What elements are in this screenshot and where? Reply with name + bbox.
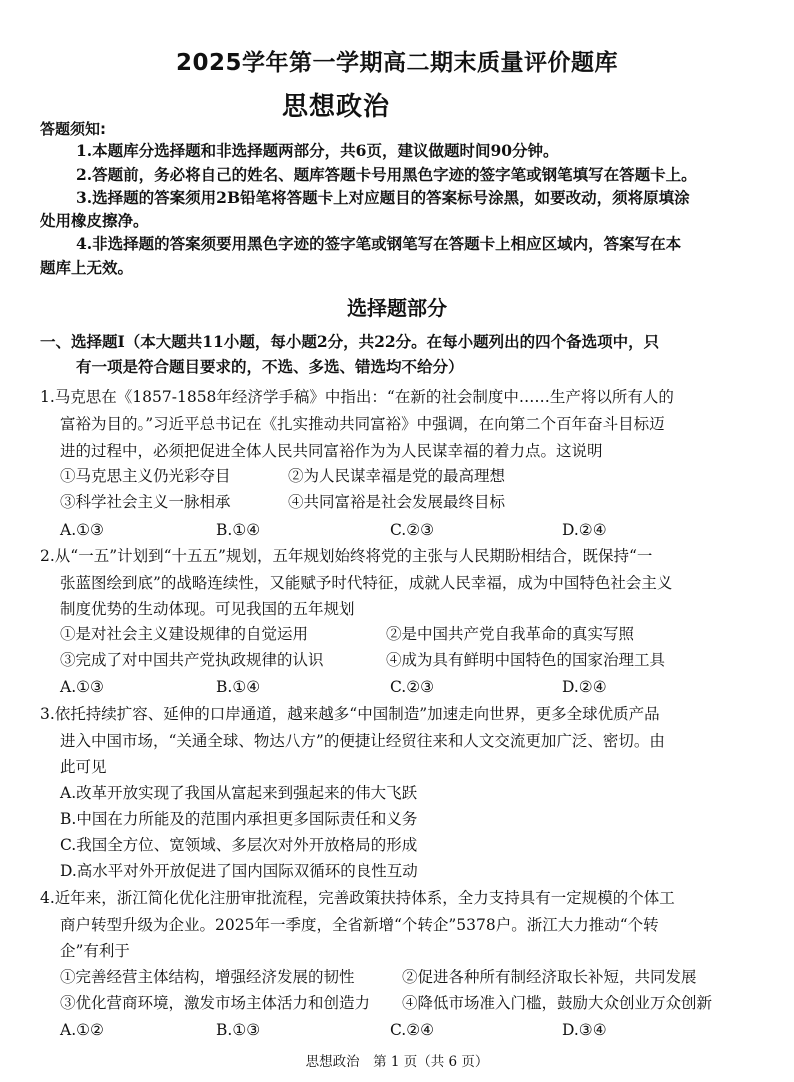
q2-statement-4: ④成为具有鲜明中国特色的国家治理工具 bbox=[386, 651, 666, 669]
q2-statement-1: ①是对社会主义建设规律的自觉运用 bbox=[60, 625, 309, 643]
q1-statement-3: ③科学社会主义一脉相承 bbox=[60, 493, 231, 511]
q4-stem-line-2: 商户转型升级为企业。2025年一季度，全省新增“个转企”5378户。浙江大力推动“个转 bbox=[60, 916, 659, 934]
notice-item-4: 4.非选择题的答案须要用黑色字迹的签字笔或钢笔写在答题卡上相应区域内，答案写在本 bbox=[76, 234, 682, 253]
section-title: 选择题部分 bbox=[347, 296, 447, 320]
q1-stem-line-2: 富裕为目的。”习近平总书记在《扎实推动共同富裕》中强调，在向第二个百年奋斗目标迈 bbox=[60, 415, 665, 433]
section-heading: 一、选择题Ⅰ（本大题共11小题，每小题2分，共22分。在每小题列出的四个备选项中，只 bbox=[40, 332, 660, 351]
q4-statement-4: ④降低市场准入门槛，鼓励大众创业万众创新 bbox=[402, 994, 713, 1012]
q2-option-d: D.②④ bbox=[562, 678, 607, 696]
q4-stem-line-3: 企”有利于 bbox=[60, 942, 130, 960]
page-footer: 思想政治 第 1 页（共 6 页） bbox=[305, 1054, 489, 1070]
q4-stem-line-1: 4.近年来，浙江简化优化注册审批流程，完善政策扶持体系，全力支持具有一定规模的个体工 bbox=[40, 889, 675, 907]
q3-stem-line-3: 此可见 bbox=[60, 758, 107, 776]
q3-option-d: D.高水平对外开放促进了国内国际双循环的良性互动 bbox=[60, 862, 418, 880]
q4-option-b: B.①③ bbox=[216, 1021, 261, 1039]
q3-stem-line-2: 进入中国市场，“关通全球、物达八方”的便捷让经贸往来和人文交流更加广泛、密切。由 bbox=[60, 732, 665, 750]
q4-option-d: D.③④ bbox=[562, 1021, 607, 1039]
subject-title: 思想政治 bbox=[282, 92, 391, 122]
q1-stem-line-1: 1.马克思在《1857-1858年经济学手稿》中指出：“在新的社会制度中……生产将以所有人的 bbox=[40, 388, 674, 406]
notice-item-4-cont: 题库上无效。 bbox=[40, 258, 134, 277]
notice-item-3-cont: 处用橡皮擦净。 bbox=[40, 211, 149, 230]
q4-option-c: C.②④ bbox=[390, 1021, 435, 1039]
q1-option-b: B.①④ bbox=[216, 521, 261, 539]
q3-stem-line-1: 3.依托持续扩容、延伸的口岸通道，越来越多“中国制造”加速走向世界，更多全球优质产品 bbox=[40, 705, 660, 723]
q2-option-a: A.①③ bbox=[60, 678, 104, 696]
q1-option-a: A.①③ bbox=[60, 521, 104, 539]
q2-stem-line-3: 制度优势的生动体现。可见我国的五年规划 bbox=[60, 600, 355, 618]
q1-stem-line-3: 进的过程中，必须把促进全体人民共同富裕作为为人民谋幸福的着力点。这说明 bbox=[60, 442, 603, 460]
notice-heading: 答题须知: bbox=[40, 120, 106, 138]
q1-statement-4: ④共同富裕是社会发展最终目标 bbox=[288, 493, 506, 511]
q2-statement-2: ②是中国共产党自我革命的真实写照 bbox=[386, 625, 635, 643]
q1-option-c: C.②③ bbox=[390, 521, 435, 539]
q2-stem-line-1: 2.从“一五”计划到“十五五”规划，五年规划始终将党的主张与人民期盼相结合，既保持“一 bbox=[40, 547, 653, 565]
q4-option-a: A.①② bbox=[60, 1021, 104, 1039]
q1-statement-1: ①马克思主义仍光彩夺目 bbox=[60, 467, 231, 485]
q1-option-d: D.②④ bbox=[562, 521, 607, 539]
q2-option-c: C.②③ bbox=[390, 678, 435, 696]
q4-statement-3: ③优化营商环境，激发市场主体活力和创造力 bbox=[60, 994, 371, 1012]
q2-statement-3: ③完成了对中国共产党执政规律的认识 bbox=[60, 651, 324, 669]
q4-statement-2: ②促进各种所有制经济取长补短，共同发展 bbox=[402, 968, 697, 986]
notice-item-2: 2.答题前，务必将自己的姓名、题库答题卡号用黑色字迹的签字笔或钢笔填写在答题卡上。 bbox=[76, 165, 697, 184]
q2-stem-line-2: 张蓝图绘到底”的战略连续性，又能赋予时代特征，成就人民幸福，成为中国特色社会主义 bbox=[60, 574, 673, 592]
q3-option-a: A.改革开放实现了我国从富起来到强起来的伟大飞跃 bbox=[60, 784, 418, 802]
page-title: 2025学年第一学期高二期末质量评价题库 bbox=[175, 50, 618, 76]
q4-statement-1: ①完善经营主体结构，增强经济发展的韧性 bbox=[60, 968, 355, 986]
q1-statement-2: ②为人民谋幸福是党的最高理想 bbox=[288, 467, 506, 485]
notice-item-3: 3.选择题的答案须用2B铅笔将答题卡上对应题目的答案标号涂黑，如要改动，须将原填涂 bbox=[76, 188, 690, 207]
q3-option-b: B.中国在力所能及的范围内承担更多国际责任和义务 bbox=[60, 810, 418, 828]
section-heading-cont: 有一项是符合题目要求的，不选、多选、错选均不给分） bbox=[76, 357, 464, 376]
q3-option-c: C.我国全方位、宽领域、多层次对外开放格局的形成 bbox=[60, 836, 418, 854]
notice-item-1: 1.本题库分选择题和非选择题两部分，共6页，建议做题时间90分钟。 bbox=[76, 141, 559, 160]
q2-option-b: B.①④ bbox=[216, 678, 261, 696]
